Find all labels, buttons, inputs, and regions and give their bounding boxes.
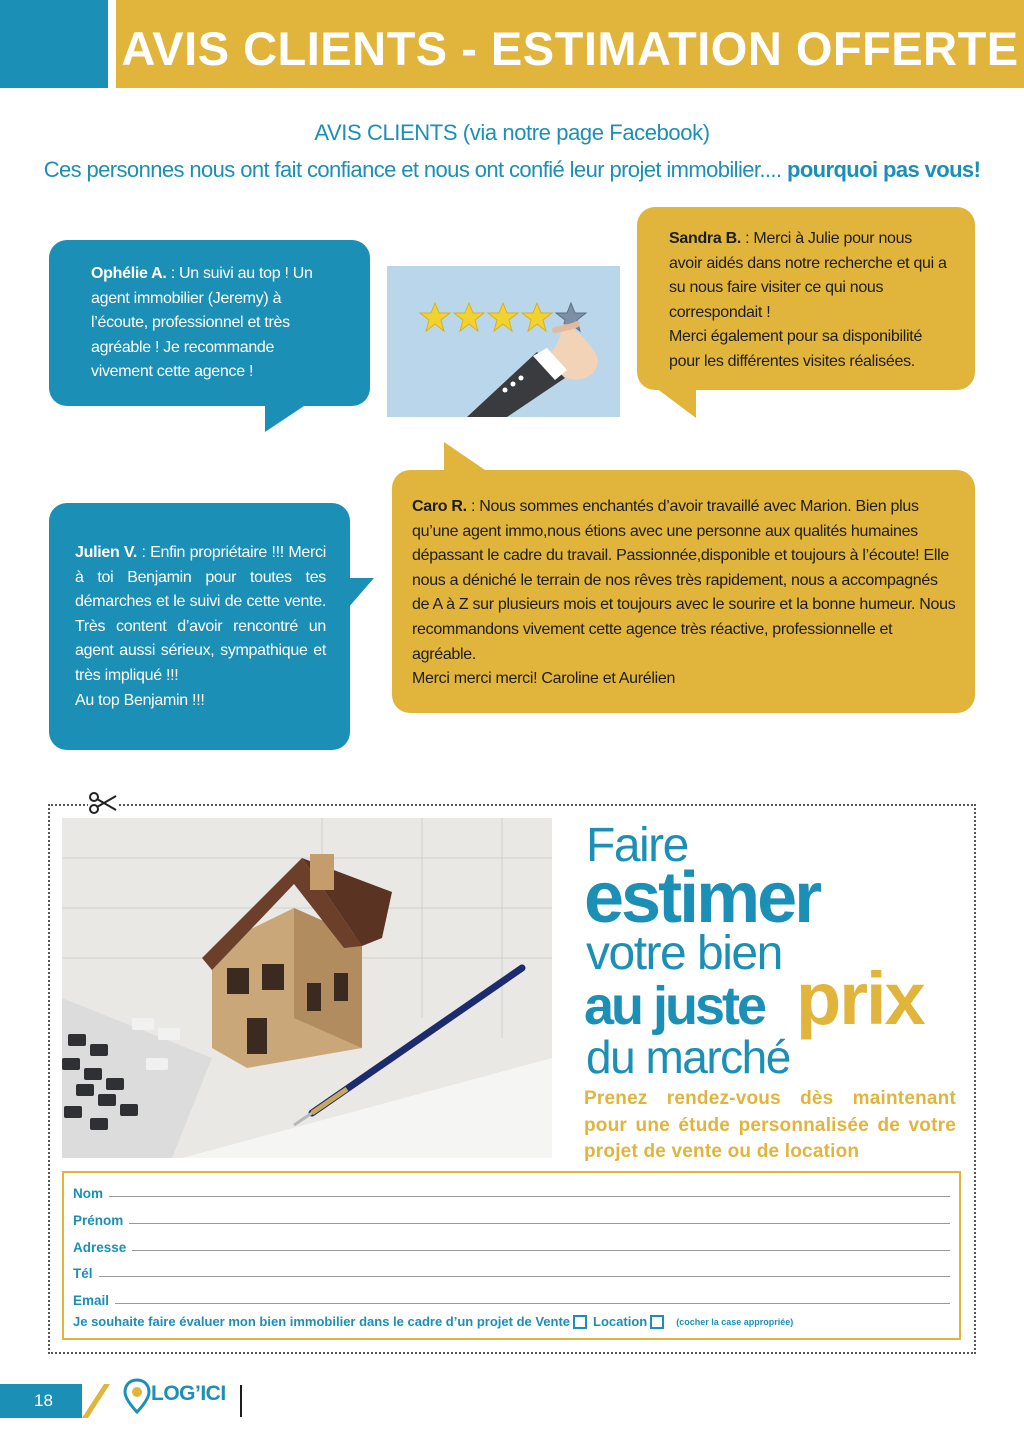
footer-divider — [240, 1385, 242, 1417]
star-icon — [420, 303, 450, 331]
field-label: Tél — [73, 1266, 93, 1281]
form-row-tel[interactable] — [73, 1261, 950, 1281]
form-row-nom[interactable] — [73, 1181, 950, 1201]
page-number: 18 — [34, 1391, 53, 1410]
bubble-tail — [656, 388, 696, 418]
review-author: Sandra B. — [669, 230, 741, 247]
checkbox-hint: (cocher la case appropriée) — [676, 1316, 794, 1327]
field-label: Prénom — [73, 1213, 124, 1228]
field-label: Adresse — [73, 1240, 127, 1255]
review-author: Ophélie A. — [91, 265, 167, 282]
header-accent-block — [0, 0, 108, 88]
review-text: : Enfin propriétaire !!! Merci à toi Benjamin pour toutes tes démarches et le suivi de cette vente. Très content d’avoir rencontré un agent aussi sérieux, sympathique et très impliqué !!! — [75, 544, 326, 684]
review-text: : Nous sommes enchantés d’avoir travaillé avec Marion. Bien plus qu’une agent immo,nous étions avec une personne aux qualités humaines dépassant le cadre du travail. Passionnée,disponible et toujours à l’écoute! Elle nous a déniché le terrain de nos rêves très rapidement, nous a accompagnés de A à Z sur plusieurs mois et toujours avec le sourire et la bonne humeur. Nous recommandons vivement cette agence très réactive, professionnelle et agréable. — [412, 498, 956, 663]
review-bubble-ophelie — [49, 240, 370, 406]
vente-checkbox[interactable] — [573, 1315, 587, 1329]
scissors-icon — [88, 790, 118, 816]
estimation-form — [62, 1171, 961, 1340]
promo-line-au-juste: au juste — [584, 976, 765, 1036]
star-icon — [522, 303, 552, 331]
review-author: Julien V. — [75, 544, 137, 561]
review-author: Caro R. — [412, 498, 467, 515]
review-text-continued: Au top Benjamin !!! — [75, 691, 205, 709]
promo-call-to-action: Prenez rendez-vous dès maintenant pour une étude personnalisée de votre projet de vente ou de location — [584, 1088, 956, 1162]
promo-line-faire: Faire — [586, 819, 688, 872]
intro-heading: AVIS CLIENTS (via notre page Facebook) — [314, 120, 710, 145]
prenom-field[interactable] — [129, 1223, 950, 1224]
review-bubble-caro — [392, 470, 975, 713]
field-label: Email — [73, 1293, 110, 1308]
bubble-tail — [265, 404, 307, 432]
promo-line-prix: prix — [796, 957, 924, 1040]
review-text-continued: Merci également pour sa disponibilité pour les différentes visites réalisées. — [669, 328, 923, 370]
form-row-prenom[interactable] — [73, 1208, 950, 1228]
field-label: Nom — [73, 1186, 103, 1201]
review-bubble-sandra — [637, 207, 975, 390]
star-icon — [488, 303, 518, 331]
tel-field[interactable] — [99, 1276, 950, 1277]
email-field[interactable] — [115, 1303, 950, 1304]
review-bubble-julien — [49, 503, 350, 750]
page-title: AVIS CLIENTS - ESTIMATION OFFERTE — [121, 22, 1019, 75]
house-calculator-photo — [62, 818, 552, 1158]
review-text: : Merci à Julie pour nous avoir aidés dans notre recherche et qui a su nous faire visiter ce qui nous correspondait ! — [669, 230, 947, 321]
review-text: : Un suivi au top ! Un agent immobilier (Jeremy) à l’écoute, professionnel et très agréable ! Je recommande vivement cette agence ! — [91, 265, 313, 381]
intro-subheading: Ces personnes nous ont fait confiance et nous ont confié leur projet immobilier.... pourquoi pas vous! — [43, 157, 981, 182]
logo-text: LOG’ICI — [151, 1382, 226, 1405]
promo-line-estimer: estimer — [584, 858, 820, 938]
consent-text: Je souhaite faire évaluer mon bien immobilier dans le cadre d’un projet de Vente — [73, 1314, 571, 1329]
star-rating-illustration — [387, 266, 620, 417]
promo-line-du-marche: du marché — [586, 1031, 790, 1083]
review-text-continued: Merci merci merci! Caroline et Aurélien — [412, 670, 676, 688]
project-type-row — [73, 1314, 793, 1329]
bubble-tail — [348, 578, 374, 608]
location-label: Location — [593, 1314, 648, 1329]
promo-line-votre-bien: votre bien — [586, 927, 782, 980]
nom-field[interactable] — [109, 1196, 950, 1197]
form-row-email[interactable] — [73, 1288, 950, 1308]
bubble-tail — [444, 442, 488, 472]
location-checkbox[interactable] — [650, 1315, 664, 1329]
footer-accent — [74, 1384, 110, 1418]
adresse-field[interactable] — [132, 1250, 950, 1251]
star-icon — [454, 303, 484, 331]
form-row-adresse[interactable] — [73, 1235, 950, 1255]
